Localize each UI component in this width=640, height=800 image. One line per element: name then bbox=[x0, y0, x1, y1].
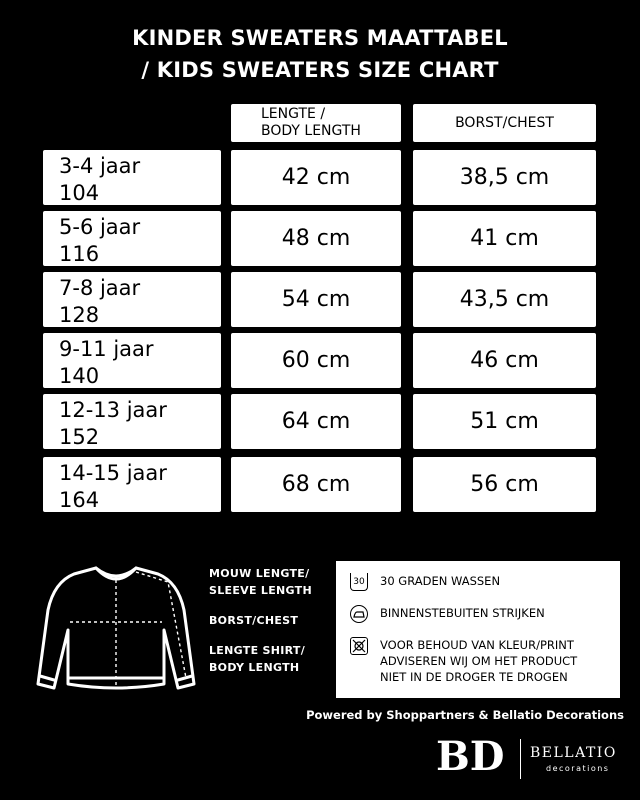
legend-chest-label: BORST/CHEST bbox=[209, 614, 299, 627]
size-cell bbox=[43, 211, 221, 266]
length-value: 60 cm bbox=[281, 348, 351, 373]
size-cell bbox=[43, 272, 221, 327]
size-label: 140 bbox=[59, 364, 100, 388]
chest-value: 38,5 cm bbox=[459, 165, 550, 190]
title-line-1: KINDER SWEATERS MAATTABEL bbox=[132, 26, 508, 50]
size-label: 104 bbox=[59, 181, 100, 205]
header-chest-label: BORST/CHEST bbox=[455, 114, 554, 131]
legend-sleeve-line-1: MOUW LENGTE/ bbox=[209, 567, 310, 580]
length-value: 42 cm bbox=[281, 165, 351, 190]
length-value: 48 cm bbox=[281, 226, 351, 251]
size-label: 152 bbox=[59, 425, 100, 449]
age-label: 12-13 jaar bbox=[59, 398, 167, 422]
header-length bbox=[231, 104, 401, 142]
header-length-line-2: BODY LENGTH bbox=[261, 123, 361, 139]
length-cell bbox=[231, 333, 401, 388]
powered-by-text: Powered by Shoppartners & Bellatio Decorations bbox=[306, 708, 624, 722]
care-row-wash bbox=[350, 573, 500, 591]
size-label: 164 bbox=[59, 488, 100, 512]
wash-30-icon: 30 bbox=[350, 573, 368, 591]
care-wash-text: 30 GRADEN WASSEN bbox=[380, 574, 501, 588]
sweater-illustration bbox=[28, 560, 204, 700]
sleeve-length-guide bbox=[136, 572, 186, 678]
age-label: 5-6 jaar bbox=[59, 215, 141, 239]
chest-cell bbox=[413, 394, 596, 449]
age-label: 3-4 jaar bbox=[59, 154, 141, 178]
care-instructions bbox=[336, 561, 620, 698]
chest-cell bbox=[413, 211, 596, 266]
chest-cell bbox=[413, 150, 596, 205]
chest-value: 43,5 cm bbox=[459, 287, 550, 312]
size-label: 128 bbox=[59, 303, 100, 327]
length-cell bbox=[231, 394, 401, 449]
legend-body-line-1: LENGTE SHIRT/ bbox=[209, 644, 306, 657]
length-value: 68 cm bbox=[281, 472, 351, 497]
chest-value: 46 cm bbox=[470, 348, 539, 373]
chest-cell bbox=[413, 272, 596, 327]
length-value: 54 cm bbox=[281, 287, 351, 312]
title-line-2: / KIDS SWEATERS SIZE CHART bbox=[141, 58, 499, 82]
chest-value: 51 cm bbox=[470, 409, 539, 434]
chest-value: 56 cm bbox=[470, 472, 539, 497]
iron-icon bbox=[350, 605, 368, 623]
chest-value: 41 cm bbox=[470, 226, 539, 251]
care-row-dryer bbox=[350, 637, 577, 685]
length-cell bbox=[231, 457, 401, 512]
legend-sleeve bbox=[209, 565, 312, 599]
size-cell bbox=[43, 150, 221, 205]
legend-sleeve-line-2: SLEEVE LENGTH bbox=[209, 584, 312, 597]
size-cell bbox=[43, 394, 221, 449]
chest-cell bbox=[413, 457, 596, 512]
legend-body bbox=[209, 642, 305, 676]
logo-divider bbox=[520, 739, 521, 779]
header-length-line-1: LENGTE / bbox=[261, 106, 326, 122]
logo-subtitle: decorations bbox=[546, 764, 610, 773]
size-label: 116 bbox=[59, 242, 100, 266]
care-iron-text: BINNENSTEBUITEN STRIJKEN bbox=[380, 606, 545, 620]
care-dryer-line-3: NIET IN DE DROGER TE DROGEN bbox=[380, 670, 568, 684]
no-tumble-dry-icon bbox=[350, 637, 368, 655]
care-row-iron bbox=[350, 605, 545, 623]
care-dryer-line-2: ADVISEREN WIJ OM HET PRODUCT bbox=[380, 654, 578, 668]
age-label: 9-11 jaar bbox=[59, 337, 154, 361]
length-value: 64 cm bbox=[281, 409, 351, 434]
size-cell bbox=[43, 457, 221, 512]
care-dryer-text bbox=[380, 637, 577, 685]
age-label: 14-15 jaar bbox=[59, 461, 167, 485]
size-cell bbox=[43, 333, 221, 388]
page-title bbox=[0, 22, 640, 86]
age-label: 7-8 jaar bbox=[59, 276, 141, 300]
logo-mark: BD bbox=[436, 733, 505, 780]
legend-chest bbox=[209, 612, 298, 629]
length-cell bbox=[231, 150, 401, 205]
length-cell bbox=[231, 211, 401, 266]
logo-name: BELLATIO bbox=[530, 745, 617, 761]
legend-body-line-2: BODY LENGTH bbox=[209, 661, 300, 674]
header-chest bbox=[413, 104, 596, 142]
care-dryer-line-1: VOOR BEHOUD VAN KLEUR/PRINT bbox=[380, 638, 574, 652]
length-cell bbox=[231, 272, 401, 327]
chest-cell bbox=[413, 333, 596, 388]
